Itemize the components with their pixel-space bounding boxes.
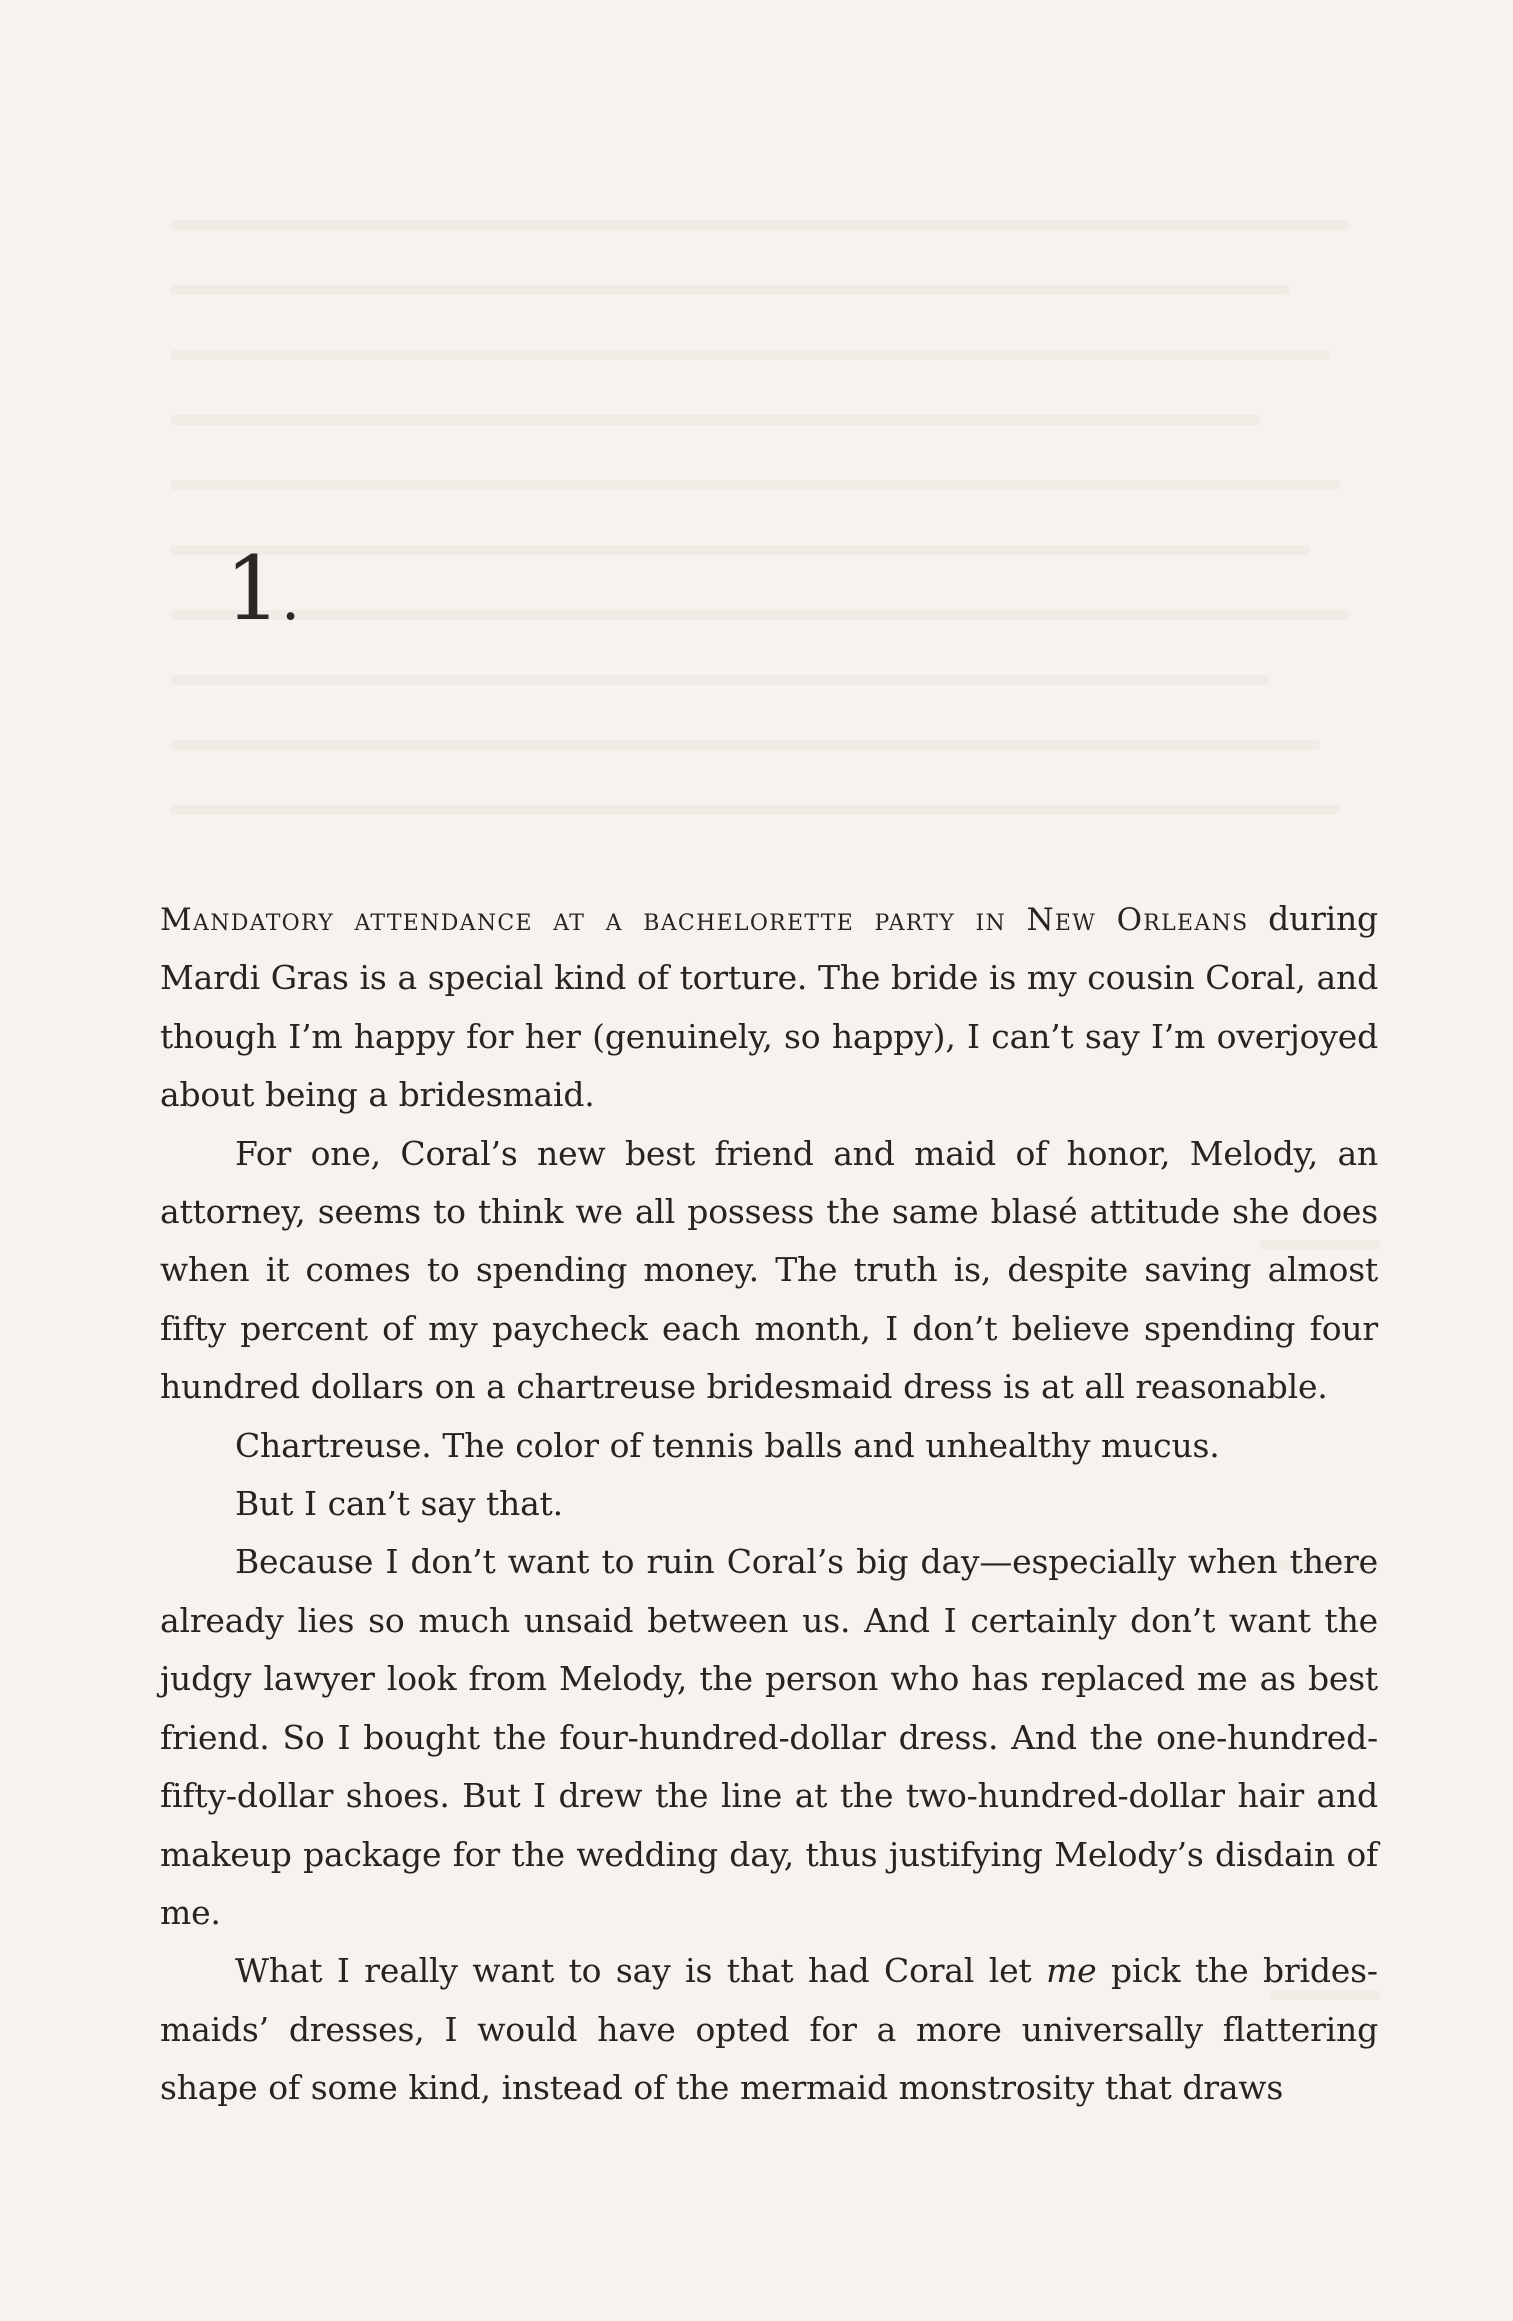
chapter-body-text xyxy=(160,890,1378,2118)
chapter-number xyxy=(225,537,301,640)
opening-small-caps-lead-in: Mandatory attendance at a bachelorette party in New Orleans xyxy=(160,902,1249,938)
chapter-number-dot: . xyxy=(281,564,301,634)
paragraph-bridesmaid-dresses xyxy=(160,1942,1378,2117)
paragraph-melody-attorney: For one, Coral’s new best friend and maid of honor, Melody, an attorney, seems to think we all possess the same blasé attitude she does when it comes to spending money. The truth is, despite saving almost fifty percent of my paycheck each month, I don’t believe spending four hundred dollars on a chartreuse bridesmaid dress is at all reasonable. xyxy=(160,1133,1378,1407)
paragraph-text: during Mardi Gras is a special kind of torture. The bride is my cousin Coral, and though I’m happy for her (genuinely, so happy), I can’t say I’m overjoyed about being a bridesmaid. xyxy=(160,899,1378,1115)
paragraph-chartreuse: Chartreuse. The color of tennis balls and unhealthy mucus. xyxy=(235,1425,1220,1465)
paragraph-cant-say: But I can’t say that. xyxy=(235,1484,563,1524)
italic-emphasis: me xyxy=(1046,1951,1097,1991)
paragraph-text-after: pick the bridesmaids’ dresses, I would have opted for a more universally flattering shape of some kind, instead of the mermaid monstrosity that draws xyxy=(160,1951,1379,2108)
paragraph-big-day: Because I don’t want to ruin Coral’s big day—especially when there already lies so much unsaid between us. And I certainly don’t want the judgy lawyer look from Melody, the person who has replaced me as best friend. So I bought the four-hundred-dollar dress. And the one-hundred-fifty-dollar shoes. But I drew the line at the two-hundred-dollar hair and makeup package for the wedding day, thus justifying Melody’s disdain of me. xyxy=(160,1542,1378,1932)
paragraph-opening xyxy=(160,890,1378,1125)
chapter-number-digit: 1 xyxy=(225,537,281,640)
paragraph-text-before: What I really want to say is that had Coral let xyxy=(235,1951,1047,1991)
